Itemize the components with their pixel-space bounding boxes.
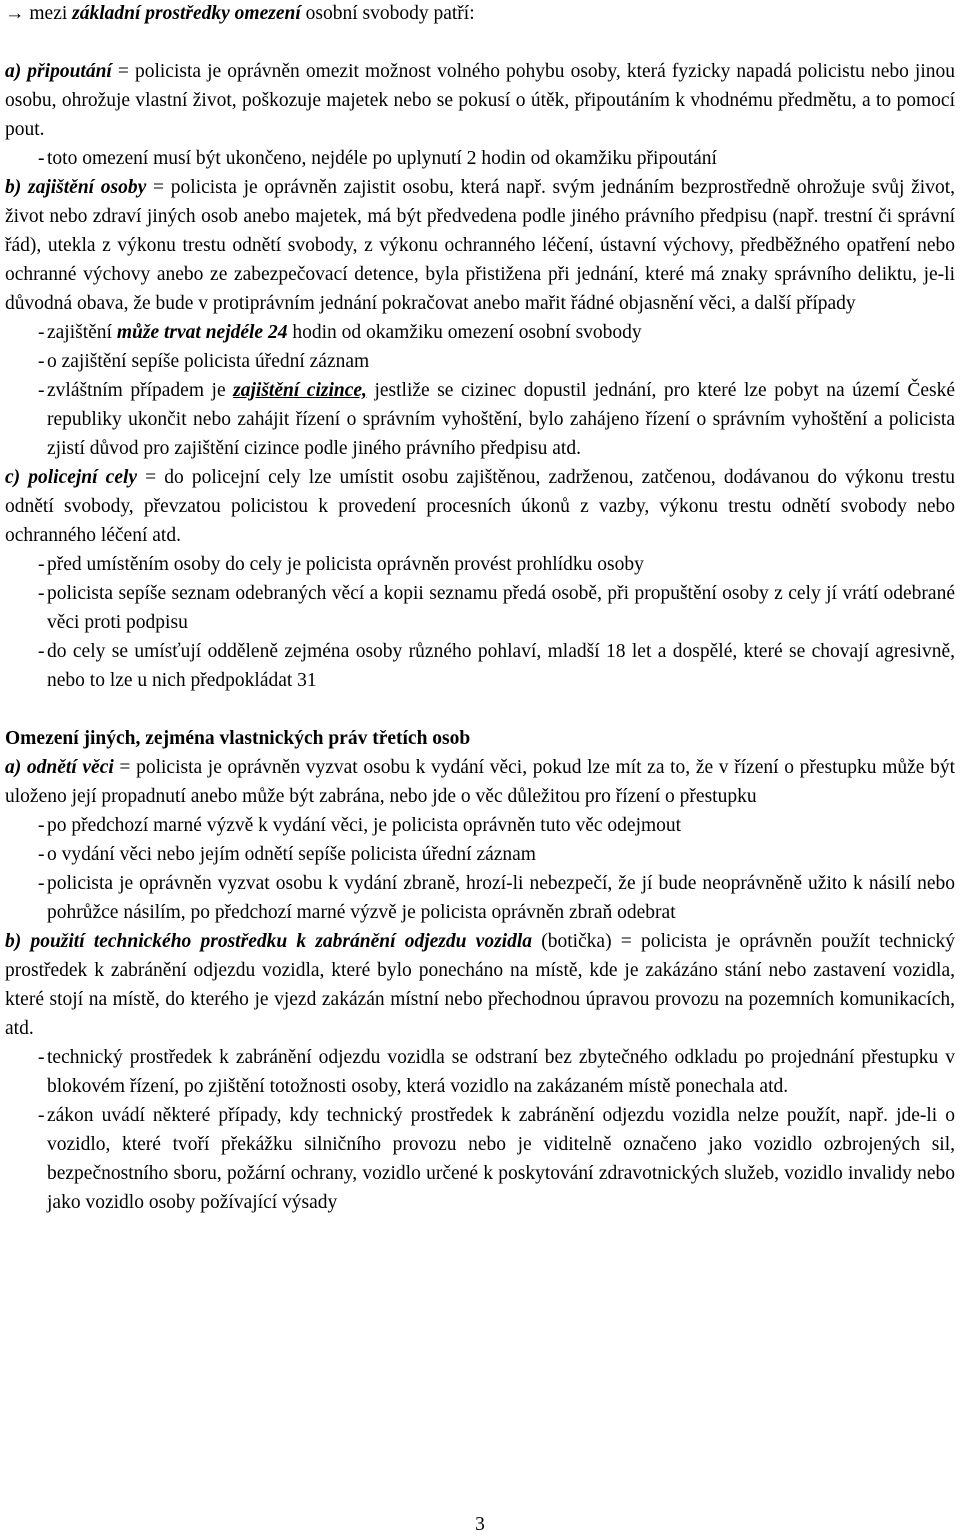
list-item: - policista je oprávněn vyzvat osobu k vydání zbraně, hrozí-li nebezpečí, že jí bude neoprávněně užito k násilí nebo pohrůžce násilím, po předchozí marné výzvě je policista oprávněn zbraň odebrat [38, 873, 955, 923]
intro-line: → mezi základní prostředky omezení osobní svobody patří: [5, 3, 475, 24]
list-item: - zvláštním případem je zajištění cizince, jestliže se cizinec dopustil jednání, pro které lze pobyt na území České republiky ukončit nebo zahájit řízení o správním vyhoštění, bylo zahájeno řízení o správním vyhoštění a policista zjistí důvod pro zajištění cizince podle jiného právního předpisu atd. [38, 380, 955, 459]
paragraph-c: c) policejní cely = do policejní cely lze umístit osobu zajištěnou, zadrženou, zatčenou, dodávanou do výkonu trestu odnětí svobody, převzatou policistou k provedení procesních úkonů z vazby, výkonu trestu odnětí svobody nebo ochranného léčení atd. [5, 467, 955, 546]
list-item: - po předchozí marné výzvě k vydání věci, je policista oprávněn tuto věc odejmout [38, 815, 682, 836]
document-page [5, 0, 955, 1217]
list-item: - technický prostředek k zabránění odjezdu vozidla se odstraní bez zbytečného odkladu po projednání přestupku v blokovém řízení, po zjištění totožnosti osoby, která vozidlo na zakázaném místě ponechala atd. [38, 1047, 955, 1097]
list-item: - o zajištění sepíše policista úřední záznam [38, 351, 370, 372]
list-item: - před umístěním osoby do cely je policista oprávněn provést prohlídku osoby [38, 554, 644, 575]
list-item: - policista sepíše seznam odebraných věcí a kopii seznamu předá osobě, při propuštění osoby z cely jí vrátí odebrané věci proti podpisu [38, 583, 955, 633]
arrow-icon: → [5, 3, 25, 24]
list-item: - zajištění může trvat nejdéle 24 hodin od okamžiku omezení osobní svobody [38, 322, 642, 343]
page-number: 3 [475, 1514, 485, 1535]
paragraph-e: b) použití technického prostředku k zabránění odjezdu vozidla (botička) = policista je oprávněn použít technický prostředek k zabránění odjezdu vozidla, které bylo ponecháno na místě, kde je zakázáno stání nebo zastavení vozidla, které stojí na místě, do kterého je vjezd zakázán místní nebo přechodnou úpravou provozu na pozemních komunikacích, atd. [5, 931, 955, 1039]
list-item: - o vydání věci nebo jejím odnětí sepíše policista úřední záznam [38, 844, 536, 865]
paragraph-b: b) zajištění osoby = policista je oprávněn zajistit osobu, která např. svým jednáním bezprostředně ohrožuje svůj život, život nebo zdraví jiných osob anebo majetek, má být předvedena podle jiného právního předpisu (např. trestní či správní řád), utekla z výkonu trestu odnětí svobody, z výkonu ochranného léčení, ústavní výchovy, předběžného opatření nebo ochranné výchovy anebo ze zabezpečovací detence, byla přistižena při jednání, které má znaky správního deliktu, je-li důvodná obava, že bude v protiprávním jednání pokračovat anebo mařit řádné objasnění věci, a další případy [5, 177, 955, 314]
paragraph-a: a) připoutání = policista je oprávněn omezit možnost volného pohybu osoby, která fyzicky napadá policistu nebo jinou osobu, ohrožuje vlastní život, poškozuje majetek nebo se pokusí o útěk, připoutáním k vhodnému předmětu, a to pomocí pout. [5, 61, 955, 140]
list-item: - zákon uvádí některé případy, kdy technický prostředek k zabránění odjezdu vozidla nelze použít, např. jde-li o vozidlo, které tvoří překážku silničního provozu nebo je viditelně označeno jako vozidlo ozbrojených sil, bezpečnostního sboru, požární ochrany, vozidlo určené k poskytování zdravotnických služeb, vozidlo invalidy nebo jako vozidlo osoby požívající výsady [38, 1105, 955, 1213]
list-item: - do cely se umísťují odděleně zejména osoby různého pohlaví, mladší 18 let a dospělé, které se chovají agresivně, nebo to lze u nich předpokládat 31 [38, 641, 955, 691]
section-heading: Omezení jiných, zejména vlastnických práv třetích osob [5, 728, 471, 749]
list-item: - toto omezení musí být ukončeno, nejdéle po uplynutí 2 hodin od okamžiku připoutání [38, 148, 717, 169]
paragraph-d: a) odnětí věci = policista je oprávněn vyzvat osobu k vydání věci, pokud lze mít za to, že v řízení o přestupku může být uloženo její propadnutí anebo může být zabrána, nebo jde o věc důležitou pro řízení o přestupku [5, 757, 955, 807]
